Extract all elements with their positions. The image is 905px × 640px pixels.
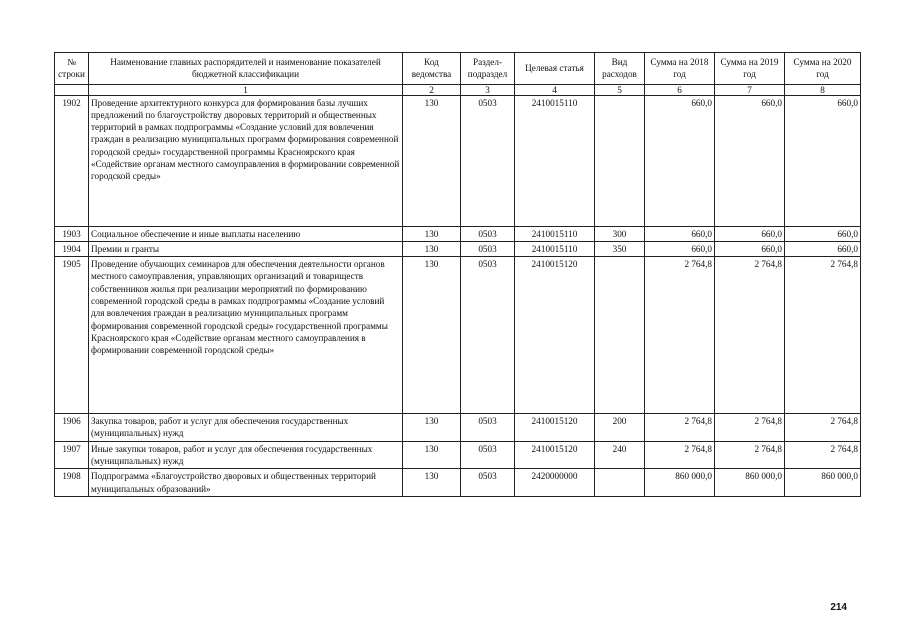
- row-sum-2018: 2 764,8: [645, 414, 715, 442]
- column-number-cell: 2: [403, 84, 461, 95]
- table-row: [55, 95, 861, 226]
- row-dept-code: 130: [403, 469, 461, 497]
- row-dept-code: 130: [403, 257, 461, 414]
- row-sum-2020: 660,0: [785, 95, 861, 226]
- row-expense-type: 240: [595, 441, 645, 469]
- header-target: Целевая статья: [515, 53, 595, 85]
- column-number-cell: 3: [461, 84, 515, 95]
- header-row: [55, 53, 861, 85]
- row-section: 0503: [461, 241, 515, 256]
- row-sum-2020: 660,0: [785, 241, 861, 256]
- row-dept-code: 130: [403, 95, 461, 226]
- column-number-cell: [55, 84, 89, 95]
- budget-table: [54, 52, 861, 497]
- row-sum-2019: 2 764,8: [715, 441, 785, 469]
- row-section: 0503: [461, 95, 515, 226]
- row-expense-type: [595, 469, 645, 497]
- row-section: 0503: [461, 257, 515, 414]
- row-name: Закупка товаров, работ и услуг для обеспечения государственных (муниципальных) нужд: [89, 414, 403, 442]
- row-expense-type: 300: [595, 226, 645, 241]
- table-row: [55, 441, 861, 469]
- row-sum-2019: 2 764,8: [715, 257, 785, 414]
- header-name: Наименование главных распорядителей и наименование показателей бюджетной классификации: [89, 53, 403, 85]
- row-number: 1907: [55, 441, 89, 469]
- header-section: Раздел-подраздел: [461, 53, 515, 85]
- row-sum-2018: 660,0: [645, 241, 715, 256]
- row-sum-2019: 660,0: [715, 241, 785, 256]
- row-target: 2410015110: [515, 241, 595, 256]
- row-name: Социальное обеспечение и иные выплаты населению: [89, 226, 403, 241]
- row-number: 1903: [55, 226, 89, 241]
- row-name: Премии и гранты: [89, 241, 403, 256]
- row-dept-code: 130: [403, 226, 461, 241]
- row-sum-2018: 860 000,0: [645, 469, 715, 497]
- row-section: 0503: [461, 469, 515, 497]
- column-number-cell: 5: [595, 84, 645, 95]
- row-target: 2410015120: [515, 441, 595, 469]
- row-name: Подпрограмма «Благоустройство дворовых и общественных территорий муниципальных образований»: [89, 469, 403, 497]
- header-row-number: № строки: [55, 53, 89, 85]
- row-dept-code: 130: [403, 241, 461, 256]
- row-sum-2019: 2 764,8: [715, 414, 785, 442]
- row-sum-2019: 660,0: [715, 95, 785, 226]
- header-sum-2019: Сумма на 2019 год: [715, 53, 785, 85]
- column-number-cell: 7: [715, 84, 785, 95]
- row-dept-code: 130: [403, 414, 461, 442]
- row-number: 1906: [55, 414, 89, 442]
- header-sum-2018: Сумма на 2018 год: [645, 53, 715, 85]
- header-sum-2020: Сумма на 2020 год: [785, 53, 861, 85]
- row-sum-2018: 2 764,8: [645, 441, 715, 469]
- row-section: 0503: [461, 441, 515, 469]
- row-target: 2410015120: [515, 414, 595, 442]
- row-sum-2020: 660,0: [785, 226, 861, 241]
- table-row: [55, 469, 861, 497]
- row-name: Иные закупки товаров, работ и услуг для обеспечения государственных (муниципальных) нужд: [89, 441, 403, 469]
- column-number-cell: 8: [785, 84, 861, 95]
- row-target: 2410015120: [515, 257, 595, 414]
- table-row: [55, 257, 861, 414]
- row-number: 1902: [55, 95, 89, 226]
- row-sum-2019: 860 000,0: [715, 469, 785, 497]
- row-name: Проведение архитектурного конкурса для формирования базы лучших предложений по благоустройству дворовых территорий и общественных территорий в рамках подпрограммы «Создание условий для вовлечения граждан в реализацию муниципальных программ формирования современной городской среды» государственной программы Красноярского края «Содействие органам местного самоуправления в формировании современной городской среды»: [89, 95, 403, 226]
- row-section: 0503: [461, 226, 515, 241]
- row-expense-type: 350: [595, 241, 645, 256]
- page-number: 214: [830, 602, 847, 613]
- column-number-cell: 1: [89, 84, 403, 95]
- row-number: 1904: [55, 241, 89, 256]
- row-dept-code: 130: [403, 441, 461, 469]
- row-target: 2410015110: [515, 226, 595, 241]
- row-expense-type: [595, 257, 645, 414]
- header-dept-code: Код ведомства: [403, 53, 461, 85]
- row-expense-type: [595, 95, 645, 226]
- row-sum-2020: 2 764,8: [785, 414, 861, 442]
- row-sum-2020: 2 764,8: [785, 257, 861, 414]
- table-row: [55, 414, 861, 442]
- row-number: 1905: [55, 257, 89, 414]
- column-number-cell: 4: [515, 84, 595, 95]
- row-name: Проведение обучающих семинаров для обеспечения деятельности органов местного самоуправления, управляющих организаций и товариществ собственников жилья при реализации мероприятий по формированию современной городской среды в рамках подпрограммы «Создание условий для вовлечения граждан в реализацию муниципальных программ формирования современной городской среды» государственной программы Красноярского края «Содействие органам местного самоуправления в формировании современной городской среды»: [89, 257, 403, 414]
- row-sum-2020: 860 000,0: [785, 469, 861, 497]
- row-sum-2020: 2 764,8: [785, 441, 861, 469]
- row-target: 2420000000: [515, 469, 595, 497]
- row-sum-2018: 2 764,8: [645, 257, 715, 414]
- row-target: 2410015110: [515, 95, 595, 226]
- row-sum-2018: 660,0: [645, 226, 715, 241]
- column-number-cell: 6: [645, 84, 715, 95]
- row-sum-2019: 660,0: [715, 226, 785, 241]
- row-expense-type: 200: [595, 414, 645, 442]
- header-expense-type: Вид расходов: [595, 53, 645, 85]
- row-section: 0503: [461, 414, 515, 442]
- row-number: 1908: [55, 469, 89, 497]
- column-number-row: [55, 84, 861, 95]
- table-row: [55, 241, 861, 256]
- row-sum-2018: 660,0: [645, 95, 715, 226]
- table-row: [55, 226, 861, 241]
